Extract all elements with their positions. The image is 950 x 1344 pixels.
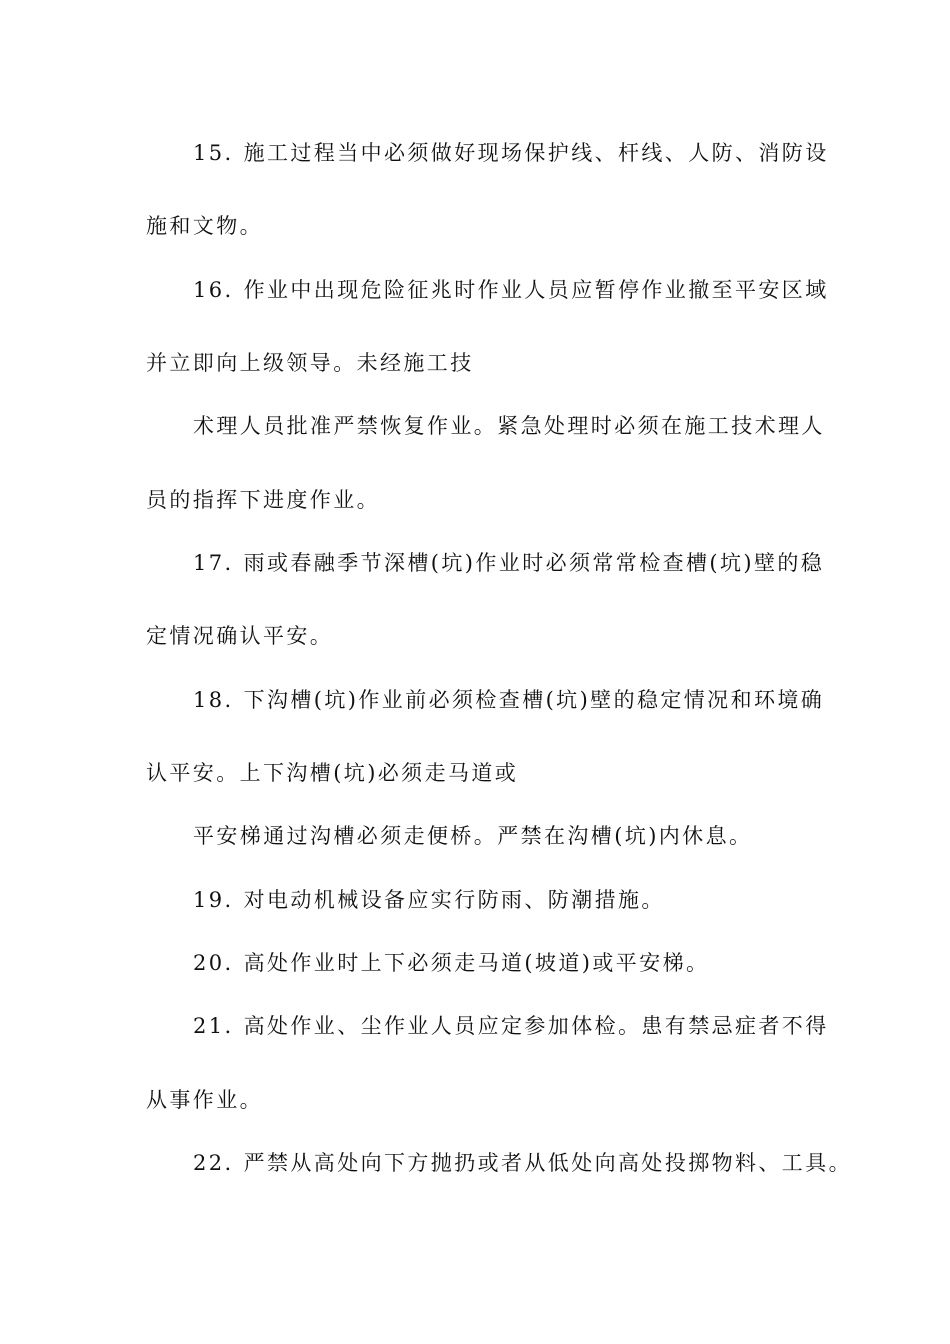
- item-number: 21.: [193, 1014, 234, 1038]
- line-text: 并立即向上级领导。未经施工技: [146, 351, 474, 375]
- line-text: 员的指挥下进度作业。: [146, 488, 380, 512]
- item-number: 22.: [193, 1151, 234, 1175]
- text-line: [193, 822, 752, 850]
- line-text: 下沟槽(坑)作业前必须检查槽(坑)壁的稳定情况和环境确: [243, 688, 825, 712]
- text-line: [193, 139, 829, 167]
- text-line: [146, 1086, 263, 1114]
- line-text: 对电动机械设备应实行防雨、防潮措施。: [243, 888, 665, 912]
- line-text: 定情况确认平安。: [146, 624, 334, 648]
- item-number: 18.: [193, 688, 234, 712]
- line-text: 雨或春融季节深槽(坑)作业时必须常常检查槽(坑)壁的稳: [243, 551, 825, 575]
- text-line: [193, 886, 665, 914]
- line-text: 高处作业时上下必须走马道(坡道)或平安梯。: [243, 951, 710, 975]
- line-text: 严禁从高处向下方抛扔或者从低处向高处投掷物料、工具。: [243, 1151, 853, 1175]
- line-text: 施工过程当中必须做好现场保护线、杆线、人防、消防设: [243, 141, 829, 165]
- line-text: 高处作业、尘作业人员应定参加体检。患有禁忌症者不得: [243, 1014, 829, 1038]
- item-number: 16.: [193, 278, 234, 302]
- item-number: 17.: [193, 551, 234, 575]
- text-line: [193, 276, 829, 304]
- text-line: [193, 412, 825, 440]
- text-line: [193, 549, 824, 577]
- text-line: [146, 212, 263, 240]
- item-number: 19.: [193, 888, 234, 912]
- text-line: [193, 1012, 829, 1040]
- line-text: 施和文物。: [146, 214, 263, 238]
- line-text: 作业中出现危险征兆时作业人员应暂停作业撤至平安区域: [243, 278, 829, 302]
- line-text: 平安梯通过沟槽必须走便桥。严禁在沟槽(坑)内休息。: [193, 824, 753, 848]
- line-text: 从事作业。: [146, 1088, 263, 1112]
- item-number: 15.: [193, 141, 234, 165]
- text-line: [146, 759, 518, 787]
- text-line: [146, 486, 380, 514]
- text-line: [146, 349, 474, 377]
- line-text: 术理人员批准严禁恢复作业。紧急处理时必须在施工技术理人: [193, 414, 825, 438]
- line-text: 认平安。上下沟槽(坑)必须走马道或: [146, 761, 519, 785]
- text-line: [193, 686, 824, 714]
- text-line: [193, 1149, 852, 1177]
- text-line: [193, 949, 709, 977]
- text-line: [146, 622, 333, 650]
- item-number: 20.: [193, 951, 234, 975]
